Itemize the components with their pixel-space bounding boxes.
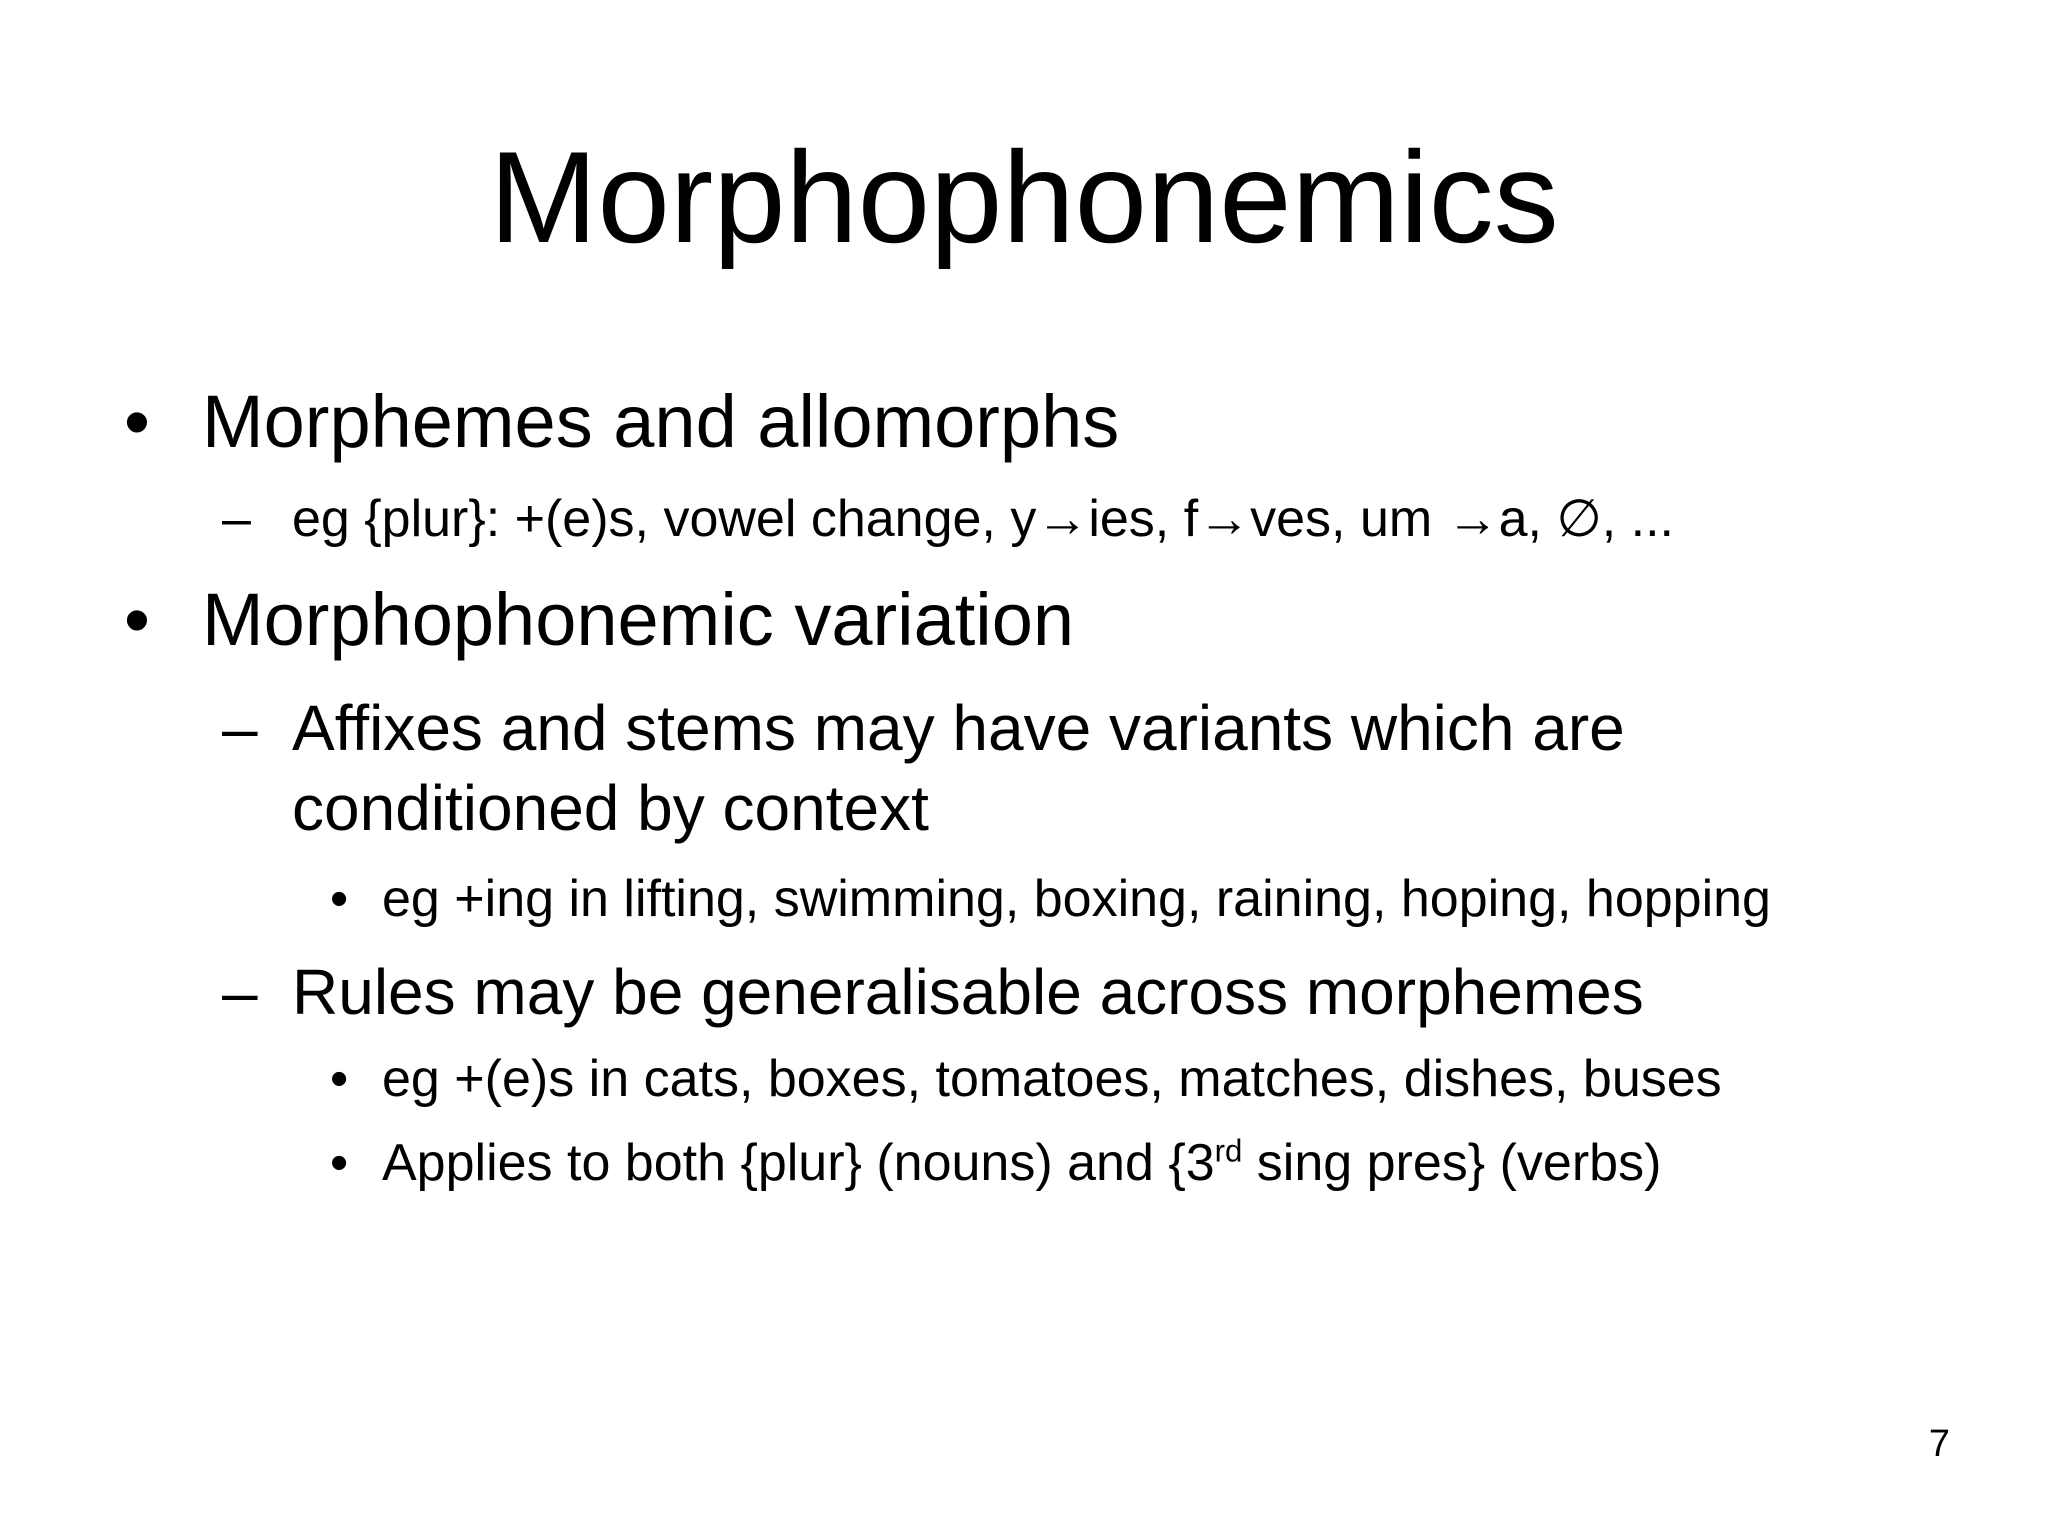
subitem-rules-generalisable: Rules may be generalisable across morphemes [292,956,1644,1028]
subitem-es-examples: eg +(e)s in cats, boxes, tomatoes, matches, dishes, buses [382,1050,1722,1108]
dash-marker: – [222,956,258,1028]
subitem-ing-examples: eg +ing in lifting, swimming, boxing, raining, hoping, hopping [382,870,1771,928]
subbullet-marker: • [330,1050,349,1108]
bullet-marker: • [124,380,150,463]
ordinal-suffix: rd [1214,1133,1243,1169]
subitem-applies-to-both [382,1132,1661,1194]
dash-marker: – [222,692,258,764]
bullet-morphophonemic-variation: Morphophonemic variation [202,578,1075,661]
subitem-affixes-stems-line2: conditioned by context [292,772,929,844]
applies-text-after: sing pres} (verbs) [1242,1134,1662,1192]
subbullet-marker: • [330,1134,349,1192]
applies-text-before: Applies to both {plur} (nouns) and {3 [382,1134,1215,1192]
subitem-affixes-stems-line1: Affixes and stems may have variants which are [292,692,1625,764]
bullet-marker: • [124,578,150,661]
subbullet-marker: • [330,870,349,928]
subitem-plural-allomorphs: eg {plur}: +(e)s, vowel change, y→ies, f→ves, um →a, ∅, ... [292,490,1674,548]
dash-marker: – [222,490,251,548]
bullet-morphemes-allomorphs: Morphemes and allomorphs [202,380,1120,463]
slide-title: Morphophonemics [489,124,1559,270]
page-number: 7 [1928,1423,1950,1465]
